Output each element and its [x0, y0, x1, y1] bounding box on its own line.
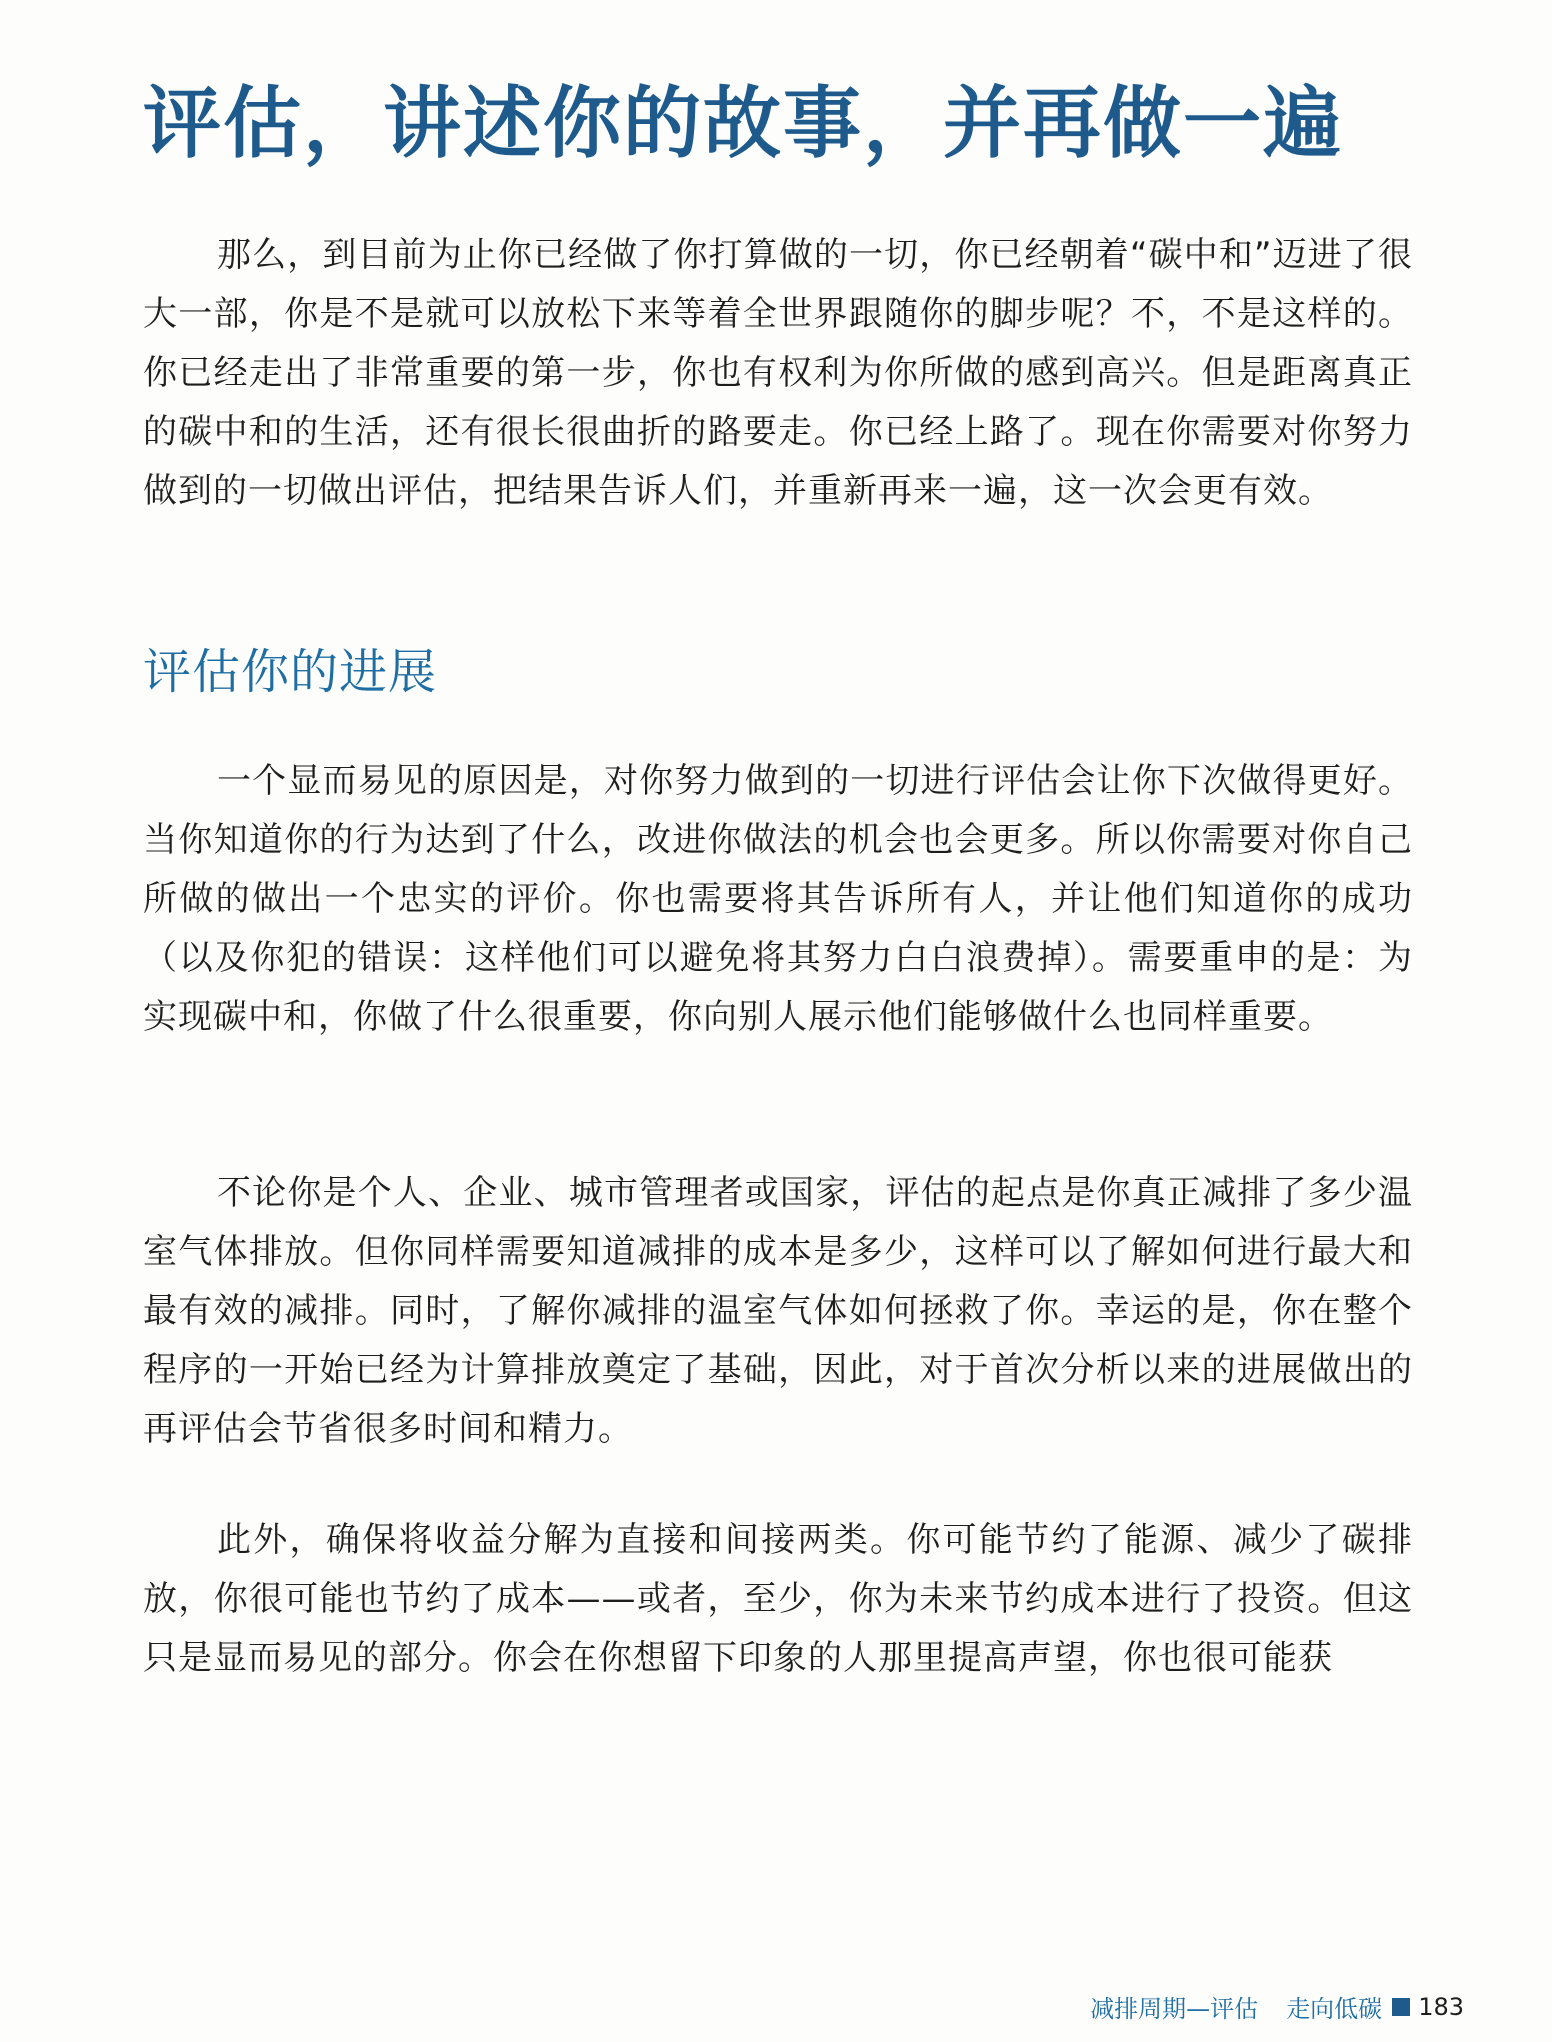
square-marker-icon — [1392, 1998, 1410, 2016]
intro-paragraph: 那么，到目前为止你已经做了你打算做的一切，你已经朝着“碳中和”迈进了很大一部，你是不是就可以放松下来等着全世界跟随你的脚步呢？不，不是这样的。你已经走出了非常重要的第一步，你也有权利为你所做的感到高兴。但是距离真正的碳中和的生活，还有很长很曲折的路要走。你已经上路了。现在你需要对你努力做到的一切做出评估，把结果告诉人们，并重新再来一遍，这一次会更有效。 — [143, 235, 1413, 511]
body-paragraph-3: 此外，确保将收益分解为直接和间接两类。你可能节约了能源、减少了碳排放，你很可能也节约了成本——或者，至少，你为未来节约成本进行了投资。但这只是显而易见的部分。你会在你想留下印象的人那里提高声望，你也很可能获 — [143, 1520, 1413, 1678]
footer-chapter-label: 减排周期—评估 — [1090, 1995, 1259, 2023]
footer-book-title: 走向低碳 — [1286, 1995, 1383, 2023]
body-paragraph-1: 一个显而易见的原因是，对你努力做到的一切进行评估会让你下次做得更好。当你知道你的行为达到了什么，改进你做法的机会也会更多。所以你需要对你自己所做的做出一个忠实的评价。你也需要将其告诉所有人，并让他们知道你的成功（以及你犯的错误：这样他们可以避免将其努力白白浪费掉）。需要重申的是：为实现碳中和，你做了什么很重要，你向别人展示他们能够做什么也同样重要。 — [143, 761, 1413, 1037]
body-paragraph-2: 不论你是个人、企业、城市管理者或国家，评估的起点是你真正减排了多少温室气体排放。但你同样需要知道减排的成本是多少，这样可以了解如何进行最大和最有效的减排。同时，了解你减排的温室气体如何拯救了你。幸运的是，你在整个程序的一开始已经为计算排放奠定了基础，因此，对于首次分析以来的进展做出的再评估会节省很多时间和精力。 — [143, 1173, 1413, 1449]
page-number: 183 — [1418, 1992, 1464, 2021]
page-title: 评估，讲述你的故事，并再做一遍 — [143, 79, 1344, 169]
section-heading: 评估你的进展 — [143, 644, 438, 700]
page-footer — [1090, 1989, 1464, 2024]
